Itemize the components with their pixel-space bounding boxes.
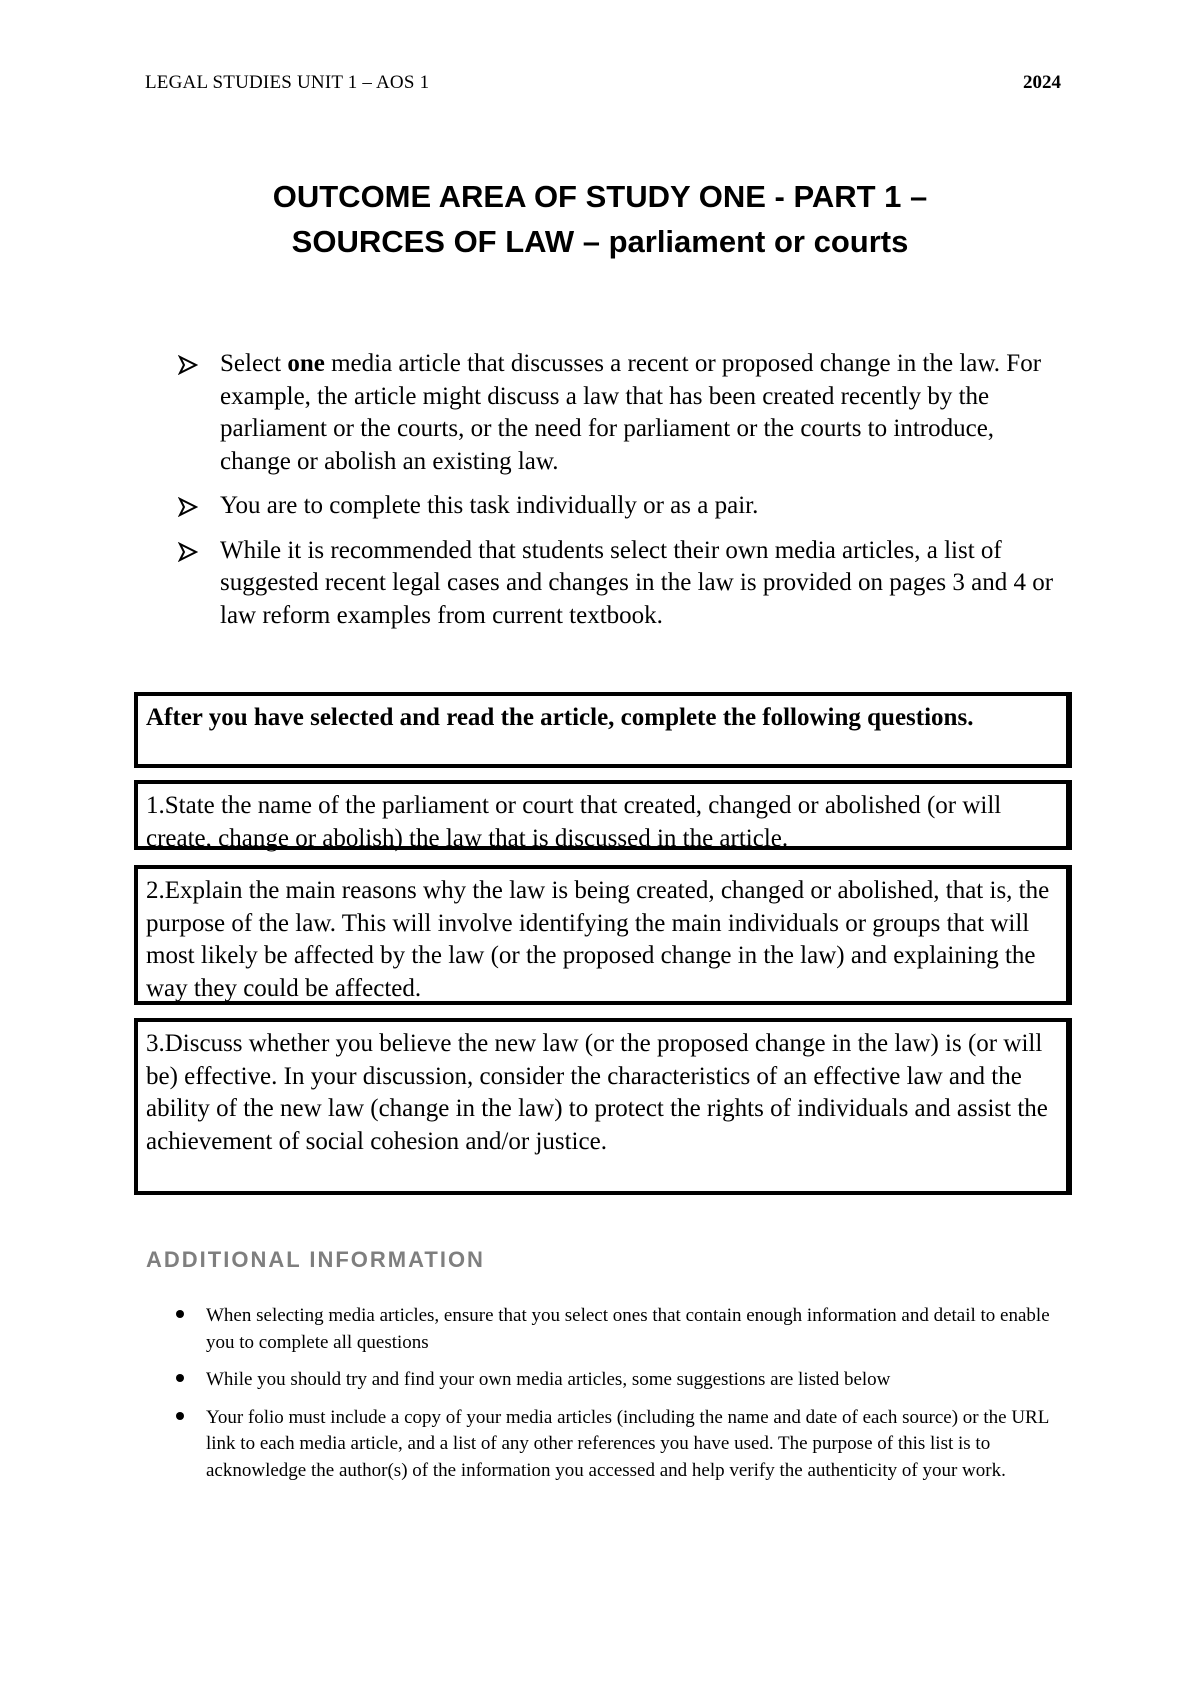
title-line-2-prefix: SOURCES OF LAW – xyxy=(291,224,609,259)
title-line-1: OUTCOME AREA OF STUDY ONE - PART 1 – xyxy=(272,179,928,214)
question-1-box: 1.State the name of the parliament or court that created, changed or abolished (or will create, change or abolish) the law that is discussed in the article. xyxy=(134,780,1072,850)
header-subject: LEGAL STUDIES UNIT 1 – AOS 1 xyxy=(145,72,430,93)
instruction-text-end: media article that discusses a recent or proposed change in the law. For example, the article might discuss a law that has been created recently by the parliament or the courts, or the need for parliament or the courts to introduce, change or abolish an existing law. xyxy=(220,350,1042,475)
question-3-box: 3.Discuss whether you believe the new law (or the proposed change in the law) is (or will be) effective. In your discussion, consider the characteristics of an effective law and the ability of the new law (change in the law) to protect the rights of individuals and assist the achievement of social cohesion and/or justice. xyxy=(134,1018,1072,1195)
page-title xyxy=(120,174,1080,264)
instruction-text: You are to complete this task individually or as a pair. xyxy=(220,492,759,519)
questions-intro-box: After you have selected and read the article, complete the following questions. xyxy=(134,692,1072,768)
instruction-item xyxy=(178,535,1068,633)
additional-info-list xyxy=(174,1303,1074,1495)
instruction-item xyxy=(178,490,1068,523)
title-line-2-suffix: parliament or courts xyxy=(608,224,909,259)
arrowhead-bullet-icon xyxy=(178,355,198,375)
instruction-text-start: Select xyxy=(220,350,288,377)
title-line-2 xyxy=(120,219,1080,264)
instruction-item xyxy=(178,348,1068,478)
question-2-box: 2.Explain the main reasons why the law is being created, changed or abolished, that is, the purpose of the law. This will involve identifying the main individuals or groups that will most likely be affected by the law (or the proposed change in the law) and explaining the way they could be affected. xyxy=(134,865,1072,1005)
additional-info-item xyxy=(174,1303,1074,1356)
bullet-dot-icon xyxy=(176,1374,184,1382)
header-year: 2024 xyxy=(1023,72,1061,93)
arrowhead-bullet-icon xyxy=(178,497,198,517)
additional-info-text: While you should try and find your own media articles, some suggestions are listed below xyxy=(206,1369,891,1390)
additional-info-item xyxy=(174,1367,1074,1394)
bullet-dot-icon xyxy=(176,1412,184,1420)
instruction-list xyxy=(178,348,1068,644)
arrowhead-bullet-icon xyxy=(178,542,198,562)
instruction-emphasis: one xyxy=(287,350,325,377)
additional-info-item xyxy=(174,1405,1074,1485)
bullet-dot-icon xyxy=(176,1310,184,1318)
additional-info-heading: ADDITIONAL INFORMATION xyxy=(146,1247,485,1272)
additional-info-text: Your folio must include a copy of your media articles (including the name and date of each source) or the URL link to each media article, and a list of any other references you have used. The purpose of this list is to acknowledge the author(s) of the information you accessed and help verify the authenticity of your work. xyxy=(206,1406,1049,1481)
additional-info-text: When selecting media articles, ensure that you select ones that contain enough information and detail to enable you to complete all questions xyxy=(206,1305,1050,1353)
instruction-text: While it is recommended that students select their own media articles, a list of suggested recent legal cases and changes in the law is provided on pages 3 and 4 or law reform examples from current textbook. xyxy=(220,536,1054,629)
